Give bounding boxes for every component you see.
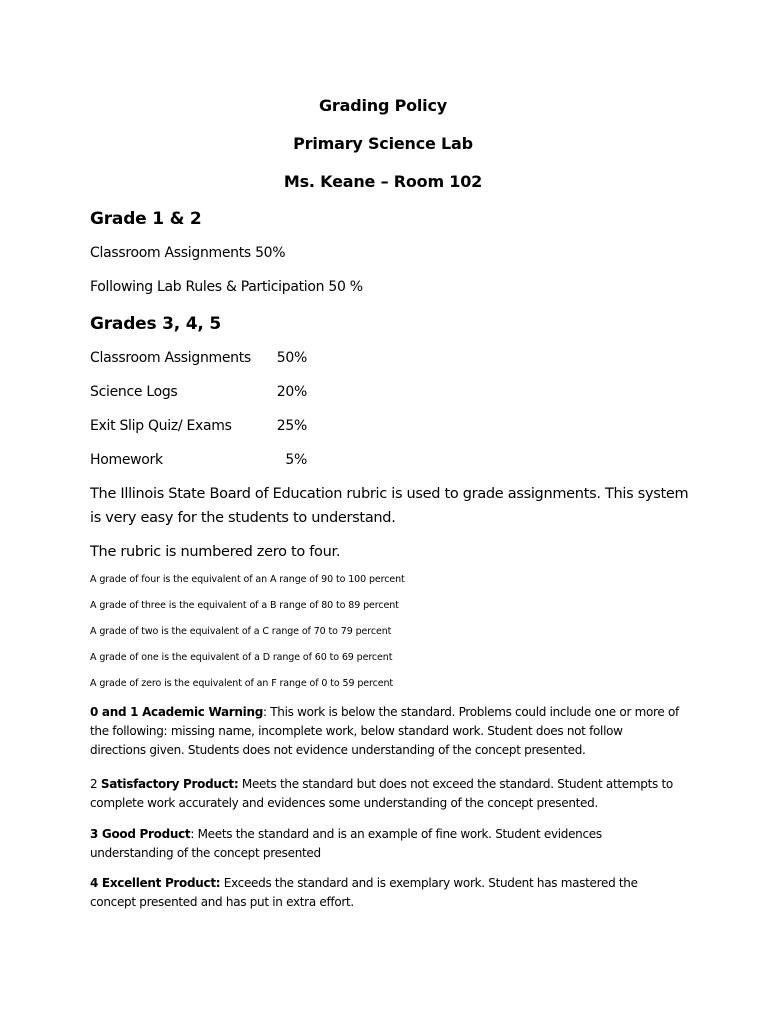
grade-range-line: A grade of four is the equivalent of an A range of 90 to 100 percent xyxy=(90,574,405,585)
grade-1-2-item: Classroom Assignments 50% xyxy=(90,245,286,261)
grade-range-line: A grade of one is the equivalent of a D range of 60 to 69 percent xyxy=(90,652,393,663)
grade-range-line: A grade of two is the equivalent of a C range of 70 to 79 percent xyxy=(90,626,392,637)
rubric-level-4 xyxy=(90,874,680,912)
grade-item-percent: 50% xyxy=(276,350,307,366)
grade-range-line: A grade of three is the equivalent of a B range of 80 to 89 percent xyxy=(90,600,399,611)
rubric-level-label: 3 Good Product xyxy=(90,827,191,841)
rubric-level-0-1 xyxy=(90,703,680,760)
rubric-level-label: 4 Excellent Product: xyxy=(90,876,221,890)
rubric-level-label: Satisfactory Product: xyxy=(100,777,239,791)
grade-item-label: Homework xyxy=(90,452,163,468)
grade-item-label: Exit Slip Quiz/ Exams xyxy=(90,418,232,434)
grade-item-label: Classroom Assignments xyxy=(90,350,251,366)
grade-item-percent: 20% xyxy=(276,384,307,400)
rubric-level-2 xyxy=(90,775,680,813)
rubric-intro-paragraph: The Illinois State Board of Education rubric is used to grade assignments. This system is very easy for the students to understand. xyxy=(90,486,689,526)
document-subtitle: Primary Science Lab xyxy=(293,134,473,153)
grade-range-line: A grade of zero is the equivalent of an F range of 0 to 59 percent xyxy=(90,678,394,689)
document-title: Grading Policy xyxy=(319,96,447,115)
grade-1-2-heading: Grade 1 & 2 xyxy=(90,209,202,229)
grade-3-4-5-heading: Grades 3, 4, 5 xyxy=(90,314,221,334)
grade-item-percent: 25% xyxy=(276,418,307,434)
rubric-level-label: 0 and 1 Academic Warning xyxy=(90,705,264,719)
rubric-level-text: Meets the standard but does not exceed the standard. Student attempts to complete work accurately and evidences some understanding of the concept presented. xyxy=(90,777,673,810)
grade-1-2-item: Following Lab Rules & Participation 50 % xyxy=(90,279,363,295)
teacher-room-line: Ms. Keane – Room 102 xyxy=(283,172,483,191)
grade-item-percent: 5% xyxy=(285,452,307,468)
rubric-level-text: : Meets the standard and is an example of fine work. Student evidences understanding of the concept presented xyxy=(90,827,602,860)
rubric-numbered-line: The rubric is numbered zero to four. xyxy=(90,544,341,560)
grade-item-label: Science Logs xyxy=(90,384,178,400)
rubric-level-text: : This work is below the standard. Problems could include one or more of the following: missing name, incomplete work, below standard work. Student does not follow directions given. Students does not evidence understanding of the concept presented. xyxy=(90,705,679,757)
rubric-level-prefix: 2 xyxy=(90,777,101,791)
rubric-level-text: Exceeds the standard and is exemplary work. Student has mastered the concept presented and has put in extra effort. xyxy=(90,876,638,909)
rubric-level-3 xyxy=(90,825,680,863)
